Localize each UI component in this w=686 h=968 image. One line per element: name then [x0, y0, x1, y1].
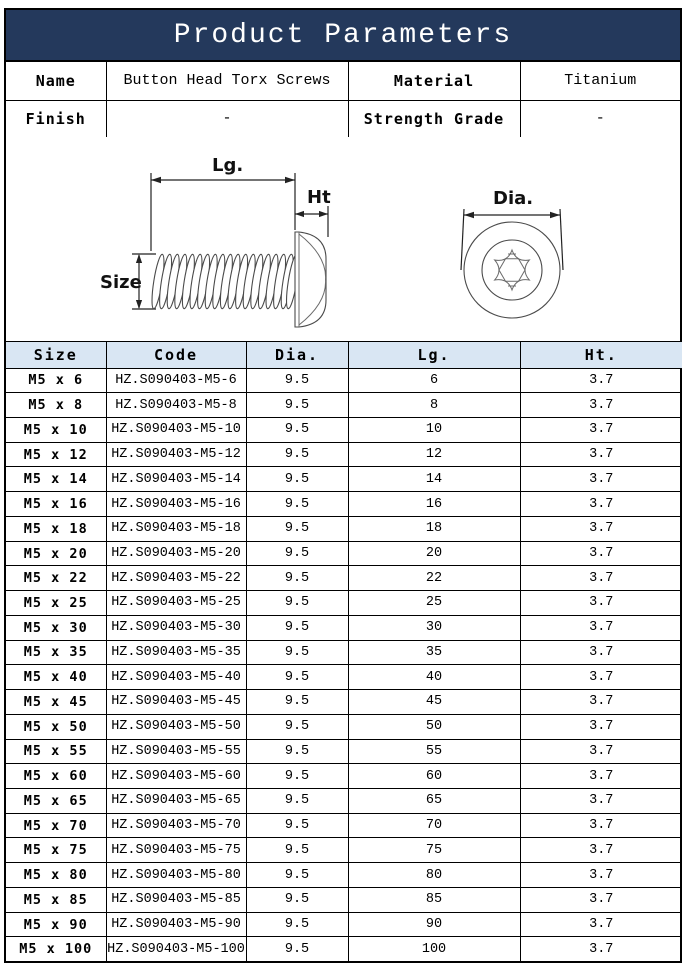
- cell-lg: 8: [348, 393, 520, 418]
- table-row: [6, 690, 682, 715]
- cell-code: HZ.S090403-M5-14: [106, 467, 246, 492]
- cell-ht: 3.7: [520, 393, 682, 418]
- cell-code: HZ.S090403-M5-20: [106, 541, 246, 566]
- lg-dimension-label: Lg.: [212, 155, 244, 176]
- cell-dia: 9.5: [246, 863, 348, 888]
- cell-ht: 3.7: [520, 467, 682, 492]
- cell-code: HZ.S090403-M5-35: [106, 640, 246, 665]
- cell-dia: 9.5: [246, 467, 348, 492]
- cell-size: M5 x 80: [6, 863, 106, 888]
- cell-size: M5 x 16: [6, 492, 106, 517]
- cell-size: M5 x 50: [6, 714, 106, 739]
- info-strength-value: -: [520, 100, 680, 137]
- cell-lg: 35: [348, 640, 520, 665]
- cell-size: M5 x 8: [6, 393, 106, 418]
- cell-lg: 10: [348, 417, 520, 442]
- table-row: [6, 615, 682, 640]
- table-row: [6, 492, 682, 517]
- table-row: [6, 393, 682, 418]
- size-dimension-label: Size: [100, 272, 142, 293]
- header-dia: Dia.: [246, 342, 348, 368]
- table-row: [6, 838, 682, 863]
- info-material-value: Titanium: [520, 62, 680, 100]
- cell-ht: 3.7: [520, 912, 682, 937]
- cell-size: M5 x 10: [6, 417, 106, 442]
- spec-table-body: [6, 368, 682, 961]
- page-title: Product Parameters: [173, 19, 513, 51]
- header-size: Size: [6, 342, 106, 368]
- cell-dia: 9.5: [246, 912, 348, 937]
- cell-code: HZ.S090403-M5-10: [106, 417, 246, 442]
- cell-size: M5 x 45: [6, 690, 106, 715]
- header-ht: Ht.: [520, 342, 682, 368]
- cell-lg: 70: [348, 813, 520, 838]
- cell-ht: 3.7: [520, 739, 682, 764]
- table-row: [6, 417, 682, 442]
- cell-lg: 55: [348, 739, 520, 764]
- cell-dia: 9.5: [246, 615, 348, 640]
- cell-size: M5 x 85: [6, 887, 106, 912]
- cell-size: M5 x 40: [6, 665, 106, 690]
- cell-lg: 60: [348, 764, 520, 789]
- cell-dia: 9.5: [246, 813, 348, 838]
- cell-dia: 9.5: [246, 739, 348, 764]
- screw-thread: [150, 254, 301, 310]
- cell-dia: 9.5: [246, 566, 348, 591]
- ht-dimension-label: Ht: [307, 187, 331, 208]
- header-code: Code: [106, 342, 246, 368]
- cell-code: HZ.S090403-M5-40: [106, 665, 246, 690]
- cell-dia: 9.5: [246, 887, 348, 912]
- cell-lg: 14: [348, 467, 520, 492]
- cell-lg: 50: [348, 714, 520, 739]
- cell-code: HZ.S090403-M5-65: [106, 788, 246, 813]
- screw-head-top: [464, 222, 560, 318]
- spec-table: [6, 342, 682, 961]
- cell-code: HZ.S090403-M5-8: [106, 393, 246, 418]
- info-row-finish: [6, 100, 680, 137]
- cell-lg: 30: [348, 615, 520, 640]
- cell-code: HZ.S090403-M5-70: [106, 813, 246, 838]
- cell-ht: 3.7: [520, 788, 682, 813]
- info-finish-label: Finish: [6, 100, 106, 137]
- table-row: [6, 912, 682, 937]
- table-row: [6, 516, 682, 541]
- cell-lg: 45: [348, 690, 520, 715]
- cell-ht: 3.7: [520, 937, 682, 961]
- cell-size: M5 x 20: [6, 541, 106, 566]
- cell-ht: 3.7: [520, 417, 682, 442]
- cell-code: HZ.S090403-M5-12: [106, 442, 246, 467]
- cell-size: M5 x 60: [6, 764, 106, 789]
- cell-size: M5 x 14: [6, 467, 106, 492]
- cell-ht: 3.7: [520, 887, 682, 912]
- cell-dia: 9.5: [246, 690, 348, 715]
- cell-code: HZ.S090403-M5-85: [106, 887, 246, 912]
- cell-lg: 65: [348, 788, 520, 813]
- table-row: [6, 640, 682, 665]
- cell-ht: 3.7: [520, 442, 682, 467]
- cell-size: M5 x 70: [6, 813, 106, 838]
- cell-lg: 90: [348, 912, 520, 937]
- cell-ht: 3.7: [520, 863, 682, 888]
- screw-head-side: [295, 232, 326, 327]
- cell-dia: 9.5: [246, 442, 348, 467]
- cell-ht: 3.7: [520, 764, 682, 789]
- cell-lg: 25: [348, 591, 520, 616]
- cell-ht: 3.7: [520, 813, 682, 838]
- cell-dia: 9.5: [246, 937, 348, 961]
- table-row: [6, 566, 682, 591]
- cell-size: M5 x 30: [6, 615, 106, 640]
- info-name-value: Button Head Torx Screws: [106, 62, 348, 100]
- cell-code: HZ.S090403-M5-6: [106, 368, 246, 393]
- cell-ht: 3.7: [520, 516, 682, 541]
- cell-dia: 9.5: [246, 368, 348, 393]
- cell-lg: 100: [348, 937, 520, 961]
- cell-ht: 3.7: [520, 492, 682, 517]
- cell-lg: 12: [348, 442, 520, 467]
- table-row: [6, 813, 682, 838]
- dia-dimension-label: Dia.: [493, 188, 534, 209]
- cell-dia: 9.5: [246, 492, 348, 517]
- cell-dia: 9.5: [246, 591, 348, 616]
- table-row: [6, 368, 682, 393]
- cell-ht: 3.7: [520, 665, 682, 690]
- info-name-label: Name: [6, 62, 106, 100]
- table-row: [6, 665, 682, 690]
- cell-size: M5 x 12: [6, 442, 106, 467]
- cell-size: M5 x 6: [6, 368, 106, 393]
- table-row: [6, 937, 682, 961]
- table-row: [6, 591, 682, 616]
- cell-dia: 9.5: [246, 640, 348, 665]
- cell-code: HZ.S090403-M5-80: [106, 863, 246, 888]
- cell-dia: 9.5: [246, 417, 348, 442]
- cell-lg: 20: [348, 541, 520, 566]
- cell-code: HZ.S090403-M5-55: [106, 739, 246, 764]
- cell-code: HZ.S090403-M5-30: [106, 615, 246, 640]
- cell-dia: 9.5: [246, 764, 348, 789]
- header-lg: Lg.: [348, 342, 520, 368]
- info-table: [6, 62, 680, 137]
- cell-ht: 3.7: [520, 566, 682, 591]
- spec-table-section: [6, 342, 680, 961]
- cell-lg: 6: [348, 368, 520, 393]
- cell-lg: 75: [348, 838, 520, 863]
- cell-ht: 3.7: [520, 615, 682, 640]
- cell-ht: 3.7: [520, 690, 682, 715]
- table-row: [6, 788, 682, 813]
- cell-code: HZ.S090403-M5-45: [106, 690, 246, 715]
- table-row: [6, 764, 682, 789]
- cell-code: HZ.S090403-M5-50: [106, 714, 246, 739]
- cell-code: HZ.S090403-M5-22: [106, 566, 246, 591]
- cell-code: HZ.S090403-M5-25: [106, 591, 246, 616]
- cell-ht: 3.7: [520, 541, 682, 566]
- cell-dia: 9.5: [246, 665, 348, 690]
- cell-code: HZ.S090403-M5-18: [106, 516, 246, 541]
- cell-size: M5 x 65: [6, 788, 106, 813]
- cell-dia: 9.5: [246, 714, 348, 739]
- table-row: [6, 541, 682, 566]
- cell-ht: 3.7: [520, 368, 682, 393]
- cell-dia: 9.5: [246, 516, 348, 541]
- table-row: [6, 442, 682, 467]
- spec-sheet: [4, 8, 682, 963]
- cell-ht: 3.7: [520, 640, 682, 665]
- info-finish-value: -: [106, 100, 348, 137]
- cell-dia: 9.5: [246, 541, 348, 566]
- cell-lg: 16: [348, 492, 520, 517]
- cell-code: HZ.S090403-M5-75: [106, 838, 246, 863]
- cell-ht: 3.7: [520, 838, 682, 863]
- table-row: [6, 739, 682, 764]
- table-row: [6, 714, 682, 739]
- info-strength-label: Strength Grade: [348, 100, 520, 137]
- cell-dia: 9.5: [246, 788, 348, 813]
- cell-size: M5 x 35: [6, 640, 106, 665]
- cell-lg: 80: [348, 863, 520, 888]
- cell-size: M5 x 90: [6, 912, 106, 937]
- cell-dia: 9.5: [246, 838, 348, 863]
- screw-drawing-svg: [6, 137, 682, 341]
- cell-lg: 85: [348, 887, 520, 912]
- header-row: [6, 342, 682, 368]
- info-row-name: [6, 62, 680, 100]
- table-row: [6, 887, 682, 912]
- cell-size: M5 x 22: [6, 566, 106, 591]
- title-bar: [6, 10, 680, 62]
- technical-drawing: [6, 137, 680, 342]
- cell-code: HZ.S090403-M5-90: [106, 912, 246, 937]
- cell-code: HZ.S090403-M5-100: [106, 937, 246, 961]
- cell-dia: 9.5: [246, 393, 348, 418]
- cell-size: M5 x 75: [6, 838, 106, 863]
- cell-lg: 22: [348, 566, 520, 591]
- info-material-label: Material: [348, 62, 520, 100]
- cell-size: M5 x 18: [6, 516, 106, 541]
- cell-code: HZ.S090403-M5-16: [106, 492, 246, 517]
- cell-ht: 3.7: [520, 714, 682, 739]
- cell-size: M5 x 55: [6, 739, 106, 764]
- table-row: [6, 863, 682, 888]
- table-row: [6, 467, 682, 492]
- spec-table-head: [6, 342, 682, 368]
- cell-lg: 18: [348, 516, 520, 541]
- cell-lg: 40: [348, 665, 520, 690]
- cell-size: M5 x 25: [6, 591, 106, 616]
- cell-code: HZ.S090403-M5-60: [106, 764, 246, 789]
- cell-ht: 3.7: [520, 591, 682, 616]
- cell-size: M5 x 100: [6, 937, 106, 961]
